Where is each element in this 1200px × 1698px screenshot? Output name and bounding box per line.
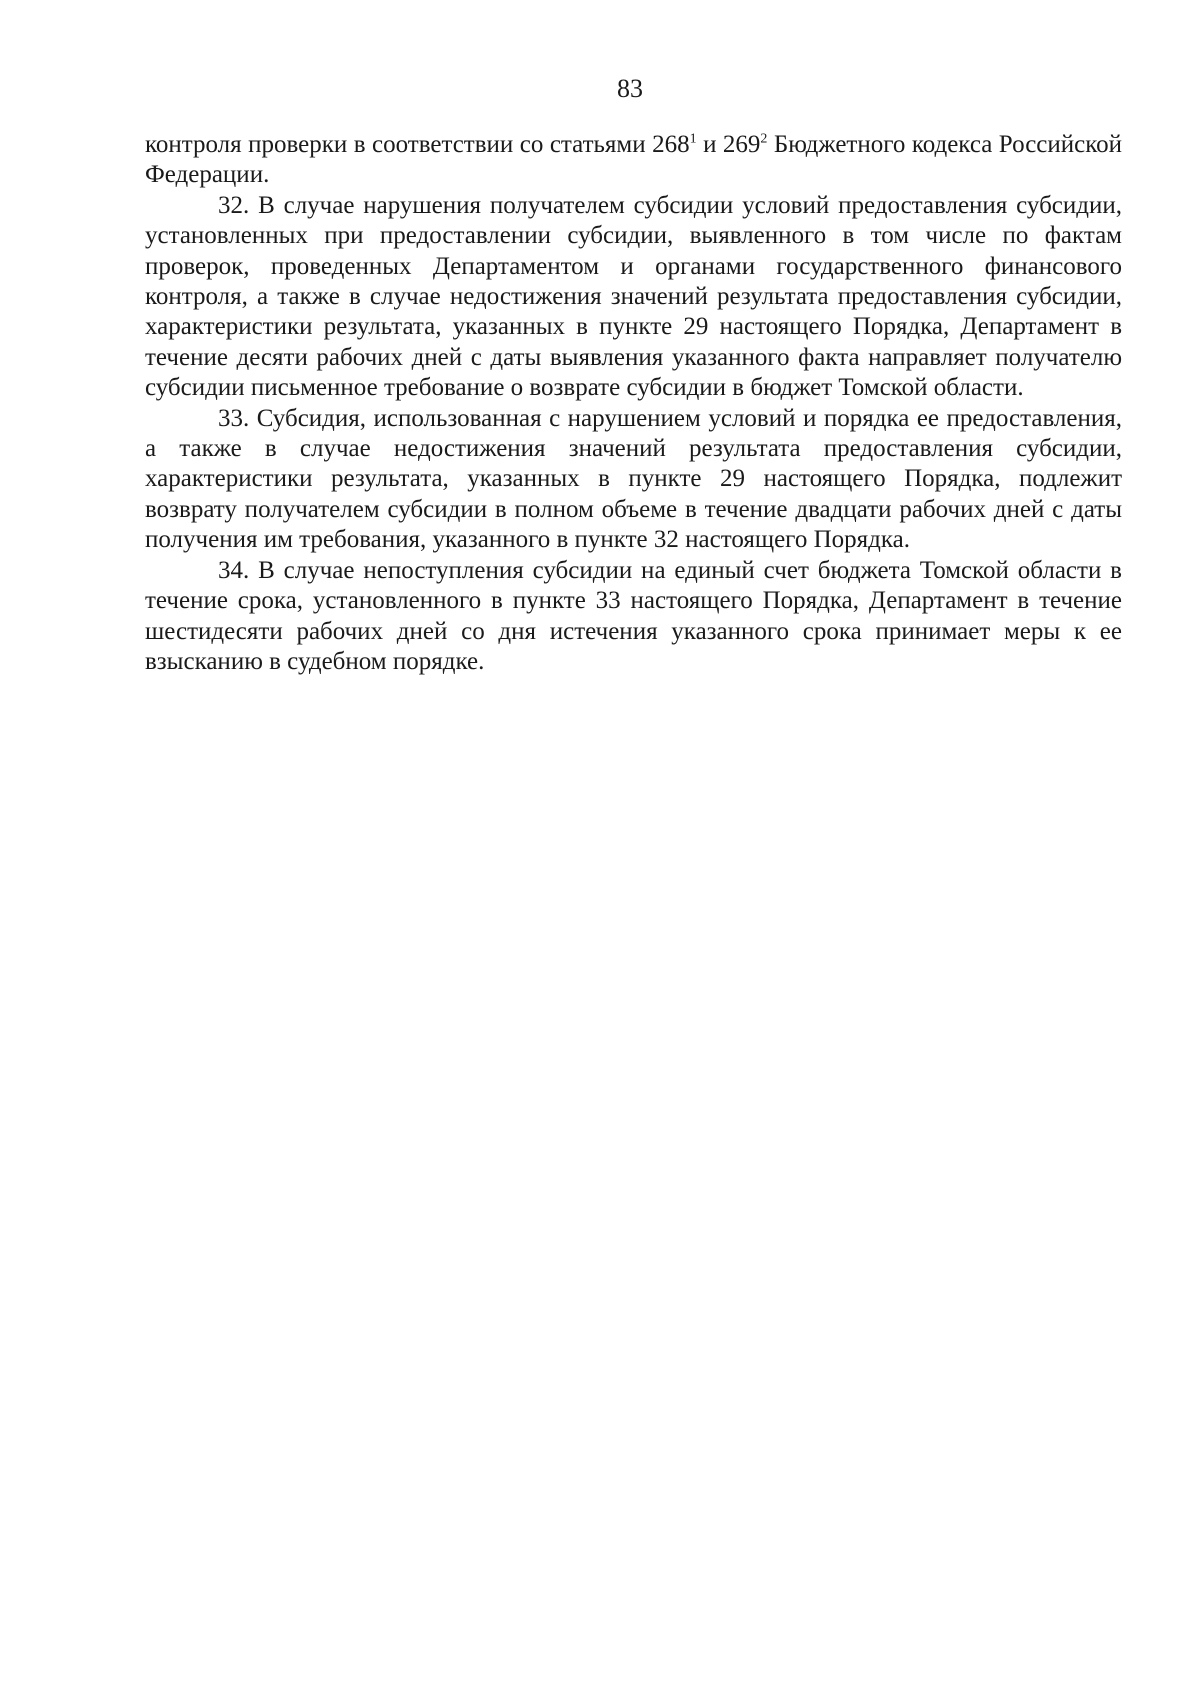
article-268-superscript: 1: [689, 131, 697, 147]
paragraph-continuation: [145, 130, 1122, 191]
page-number: 83: [617, 74, 643, 103]
paragraph-continuation-text-b: и 269: [696, 131, 761, 158]
paragraph-33: 33. Субсидия, использованная с нарушением условий и порядка ее предоставления, а также в случае недостижения значений результата предоставления субсидии, характеристики результата, указанных в пункте 29 настоящего Порядка, подлежит возврату получателем субсидии в полном объеме в течение двадцати рабочих дней с даты получения им требования, указанного в пункте 32 настоящего Порядка.: [145, 404, 1122, 554]
paragraph-34: 34. В случае непоступления субсидии на единый счет бюджета Томской области в течение срока, установленного в пункте 33 настоящего Порядка, Департамент в течение шестидесяти рабочих дней со дня истечения указанного срока принимает меры к ее взысканию в судебном порядке.: [145, 556, 1122, 675]
document-body: [145, 130, 1122, 677]
paragraph-continuation-text-a: контроля проверки в соответствии со статьями 268: [145, 131, 690, 158]
paragraph-continuation-text-c: Бюджетного кодекса Российской Федерации.: [145, 131, 1122, 189]
article-269-superscript: 2: [760, 131, 768, 147]
paragraph-32: 32. В случае нарушения получателем субсидии условий предоставления субсидии, установленных при предоставлении субсидии, выявленного в том числе по фактам проверок, проведенных Департаментом и органами государственного финансового контроля, а также в случае недостижения значений результата предоставления субсидии, характеристики результата, указанных в пункте 29 настоящего Порядка, Департамент в течение десяти рабочих дней с даты выявления указанного факта направляет получателю субсидии письменное требование о возврате субсидии в бюджет Томской области.: [145, 191, 1122, 402]
